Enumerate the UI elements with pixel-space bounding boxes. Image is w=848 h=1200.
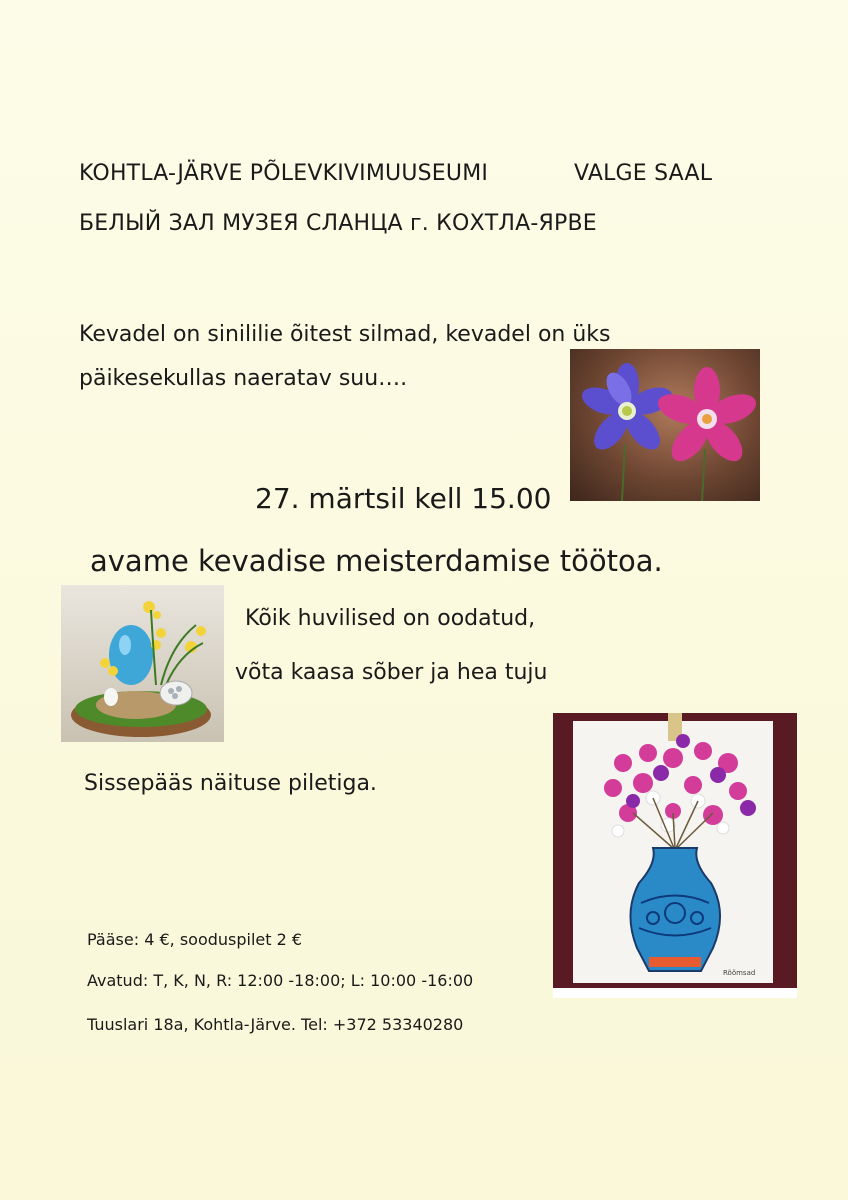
event-date: 27. märtsil kell 15.00 — [255, 482, 552, 515]
poem-line-2: päikesekullas naeratav suu…. — [79, 366, 408, 391]
address-phone: Tuuslari 18a, Kohtla-Järve. Tel: +372 53340280 — [87, 1015, 464, 1034]
hall-name-estonian: VALGE SAAL — [574, 161, 713, 186]
painting-frame-edge — [553, 988, 797, 998]
museum-name-estonian: KOHTLA-JÄRVE PÕLEVKIVIMUUSEUMI — [79, 161, 489, 186]
invite-line-1: Kõik huvilised on oodatud, — [245, 606, 536, 631]
painting-signature: Rõõmsad — [723, 969, 756, 977]
flower-vase-painting-photo — [553, 713, 797, 988]
ticket-price: Pääse: 4 €, sooduspilet 2 € — [87, 930, 303, 949]
entry-note: Sissepääs näituse piletiga. — [84, 771, 377, 796]
event-title: avame kevadise meisterdamise töötoa. — [90, 544, 663, 578]
museum-name-russian: БЕЛЫЙ ЗАЛ МУЗЕЯ СЛАНЦА г. КОХТЛА-ЯРВЕ — [79, 211, 597, 236]
easter-egg-decoration-photo — [61, 585, 224, 742]
hepatica-flowers-photo — [570, 349, 760, 501]
opening-hours: Avatud: T, K, N, R: 12:00 -18:00; L: 10:00 -16:00 — [87, 971, 474, 990]
invite-line-2: võta kaasa sõber ja hea tuju — [235, 660, 548, 685]
poem-line-1: Kevadel on sinililie õitest silmad, kevadel on üks — [79, 322, 611, 347]
